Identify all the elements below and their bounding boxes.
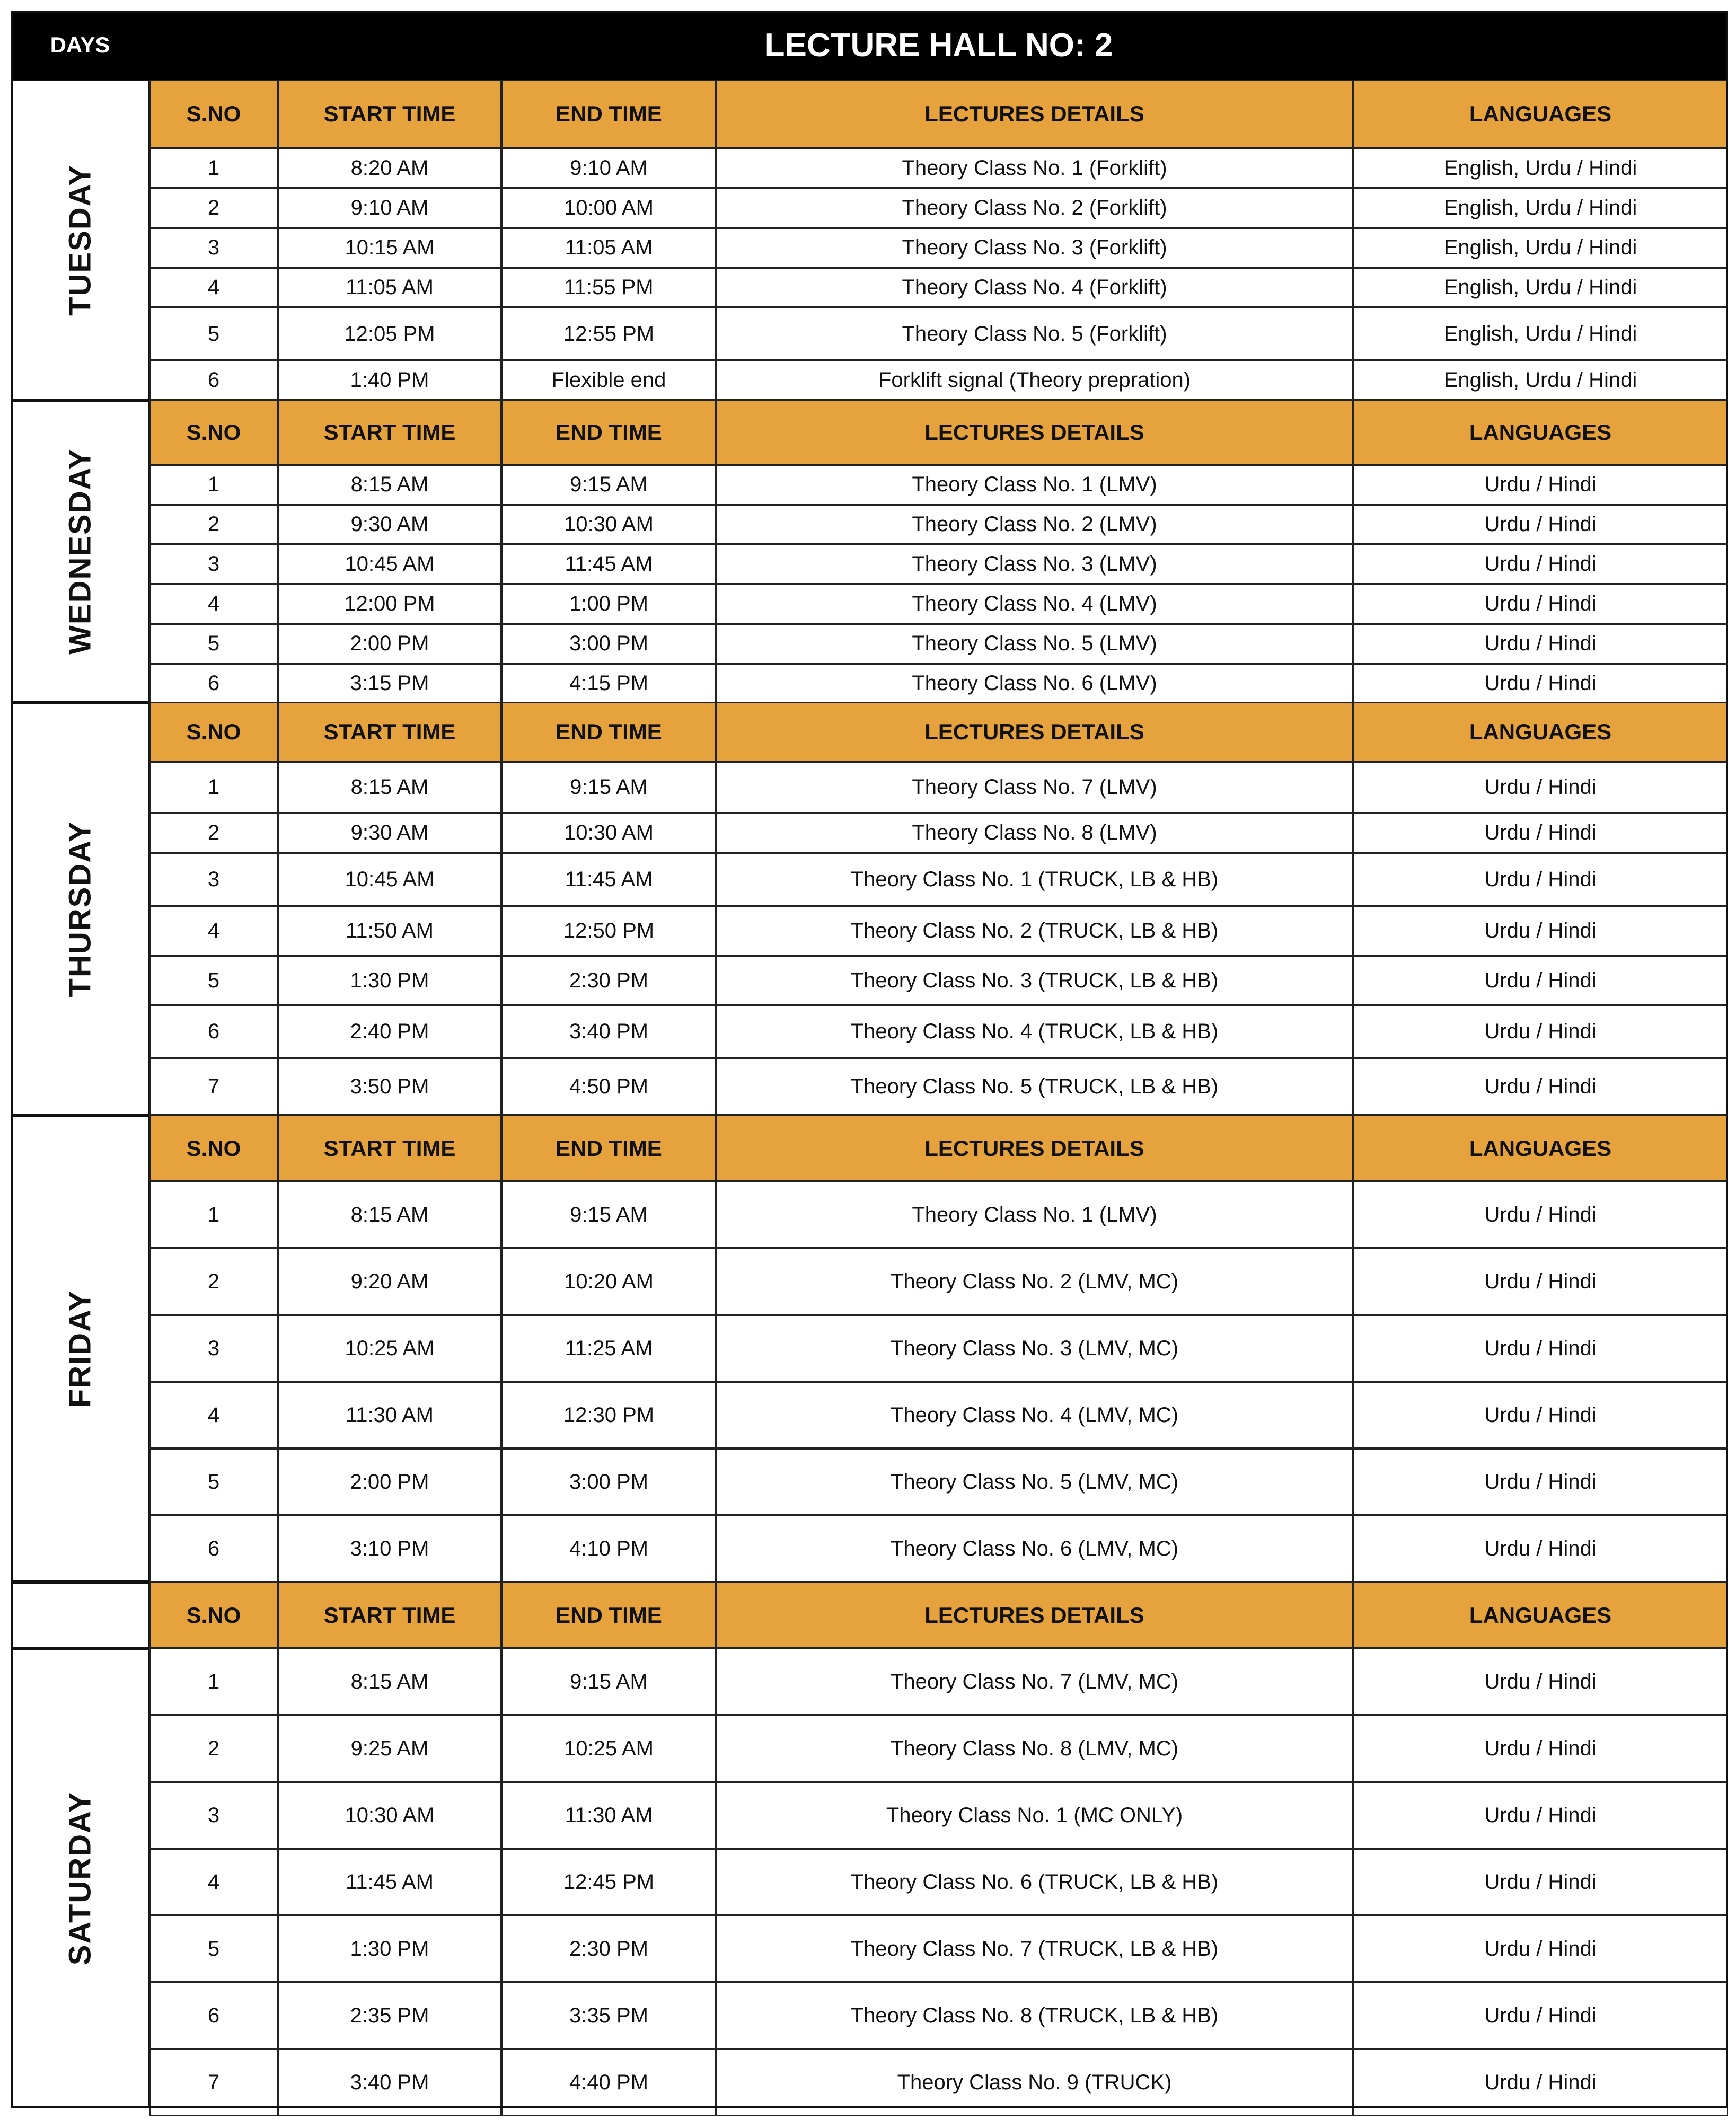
cell-end-time: 10:30 AM bbox=[501, 813, 716, 853]
cell-sno: 2 bbox=[149, 505, 278, 544]
column-header-start-time: START TIME bbox=[278, 702, 501, 762]
cell-start-time: 12:00 PM bbox=[278, 584, 501, 624]
cell-start-time: 12:05 PM bbox=[278, 307, 501, 360]
cell-end-time: 3:00 PM bbox=[501, 624, 716, 664]
cell-end-time: 4:15 PM bbox=[501, 664, 716, 703]
column-header-languages: LANGUAGES bbox=[1353, 400, 1728, 465]
cell-end-time: 10:00 AM bbox=[501, 188, 716, 228]
day-name: FRIDAY bbox=[63, 1289, 98, 1408]
cell-languages: Urdu / Hindi bbox=[1353, 664, 1728, 703]
column-header-languages: LANGUAGES bbox=[1353, 80, 1728, 148]
cell-lecture-details: Theory Class No. 5 (LMV, MC) bbox=[716, 1448, 1353, 1515]
day-name: TUESDAY bbox=[63, 164, 98, 316]
cell-end-time: 12:30 PM bbox=[501, 1382, 716, 1448]
column-header-end-time: END TIME bbox=[501, 400, 716, 465]
cell-sno: 1 bbox=[149, 465, 278, 505]
cell-sno: 3 bbox=[149, 1782, 278, 1849]
cell-sno: 6 bbox=[149, 360, 278, 400]
cell-languages: Urdu / Hindi bbox=[1353, 762, 1728, 813]
cell-sno: 1 bbox=[149, 148, 278, 188]
cell-end-time: 9:15 AM bbox=[501, 1181, 716, 1248]
cell-sno: 5 bbox=[149, 624, 278, 664]
cell-sno: 1 bbox=[149, 1648, 278, 1715]
cell-start-time: 3:50 PM bbox=[278, 1058, 501, 1115]
cell-start-time: 9:30 AM bbox=[278, 505, 501, 544]
cell-lecture-details: Theory Class No. 6 (LMV) bbox=[716, 664, 1353, 703]
cell-languages: English, Urdu / Hindi bbox=[1353, 188, 1728, 228]
cell-sno: 6 bbox=[149, 1005, 278, 1058]
cell-end-time: Flexible end bbox=[501, 360, 716, 400]
column-header-languages: LANGUAGES bbox=[1353, 702, 1728, 762]
cell-start-time: 8:15 AM bbox=[278, 762, 501, 813]
cell-sno: 6 bbox=[149, 664, 278, 703]
day-cell-tuesday bbox=[11, 80, 149, 400]
cell-end-time: 10:20 AM bbox=[501, 1248, 716, 1315]
cell-lecture-details: Theory Class No. 4 (TRUCK, LB & HB) bbox=[716, 1005, 1353, 1058]
cell-languages: Urdu / Hindi bbox=[1353, 813, 1728, 853]
cell-languages: English, Urdu / Hindi bbox=[1353, 360, 1728, 400]
cell-start-time: 2:00 PM bbox=[278, 1448, 501, 1515]
day-cell-thursday bbox=[11, 702, 149, 1115]
column-header-sno: S.NO bbox=[149, 1582, 278, 1648]
cell-languages: Urdu / Hindi bbox=[1353, 505, 1728, 544]
cell-lecture-details: Theory Class No. 3 (LMV) bbox=[716, 544, 1353, 584]
day-name: THURSDAY bbox=[63, 820, 98, 997]
cell-lecture-details: Theory Class No. 1 (LMV) bbox=[716, 465, 1353, 505]
cell-end-time: 12:50 PM bbox=[501, 906, 716, 956]
column-header-sno: S.NO bbox=[149, 80, 278, 148]
cell-lecture-details: Theory Class No. 8 (LMV) bbox=[716, 813, 1353, 853]
cell-end-time: 3:40 PM bbox=[501, 1005, 716, 1058]
cell-lecture-details: Theory Class No. 3 (TRUCK, LB & HB) bbox=[716, 956, 1353, 1005]
cell-end-time: 9:15 AM bbox=[501, 762, 716, 813]
cell-start-time: 8:15 AM bbox=[278, 1181, 501, 1248]
column-header-end-time: END TIME bbox=[501, 1115, 716, 1181]
cell-sno: 4 bbox=[149, 268, 278, 307]
cell-languages: Urdu / Hindi bbox=[1353, 1648, 1728, 1715]
cell-languages: English, Urdu / Hindi bbox=[1353, 228, 1728, 268]
cell-languages: Urdu / Hindi bbox=[1353, 1448, 1728, 1515]
cell-sno: 2 bbox=[149, 188, 278, 228]
column-header-end-time: END TIME bbox=[501, 702, 716, 762]
cell-languages: Urdu / Hindi bbox=[1353, 1248, 1728, 1315]
column-header-start-time: START TIME bbox=[278, 1582, 501, 1648]
cell-sno: 2 bbox=[149, 1715, 278, 1782]
cell-lecture-details: Theory Class No. 7 (TRUCK, LB & HB) bbox=[716, 1915, 1353, 1982]
cell-end-time: 11:45 AM bbox=[501, 853, 716, 906]
cell-sno: 5 bbox=[149, 307, 278, 360]
cell-lecture-details: Theory Class No. 1 (Forklift) bbox=[716, 148, 1353, 188]
cell-sno: 1 bbox=[149, 762, 278, 813]
column-header-start-time: START TIME bbox=[278, 80, 501, 148]
cell-languages: Urdu / Hindi bbox=[1353, 624, 1728, 664]
cell-start-time: 3:40 PM bbox=[278, 2049, 501, 2116]
cell-languages: Urdu / Hindi bbox=[1353, 1515, 1728, 1582]
cell-end-time: 3:35 PM bbox=[501, 1982, 716, 2049]
cell-lecture-details: Theory Class No. 2 (LMV) bbox=[716, 505, 1353, 544]
day-name: WEDNESDAY bbox=[63, 448, 98, 655]
cell-languages: Urdu / Hindi bbox=[1353, 906, 1728, 956]
cell-lecture-details: Theory Class No. 1 (TRUCK, LB & HB) bbox=[716, 853, 1353, 906]
cell-languages: Urdu / Hindi bbox=[1353, 853, 1728, 906]
cell-languages: Urdu / Hindi bbox=[1353, 465, 1728, 505]
days-column-label: DAYS bbox=[50, 32, 110, 57]
cell-sno: 4 bbox=[149, 906, 278, 956]
cell-end-time: 4:10 PM bbox=[501, 1515, 716, 1582]
cell-sno: 1 bbox=[149, 1181, 278, 1248]
cell-end-time: 2:30 PM bbox=[501, 956, 716, 1005]
cell-end-time: 10:25 AM bbox=[501, 1715, 716, 1782]
cell-end-time: 3:00 PM bbox=[501, 1448, 716, 1515]
cell-start-time: 9:10 AM bbox=[278, 188, 501, 228]
cell-lecture-details: Theory Class No. 3 (LMV, MC) bbox=[716, 1315, 1353, 1382]
cell-lecture-details: Theory Class No. 4 (LMV, MC) bbox=[716, 1382, 1353, 1448]
cell-start-time: 10:45 AM bbox=[278, 853, 501, 906]
cell-start-time: 11:45 AM bbox=[278, 1849, 501, 1915]
cell-end-time: 10:30 AM bbox=[501, 505, 716, 544]
cell-lecture-details: Theory Class No. 2 (LMV, MC) bbox=[716, 1248, 1353, 1315]
cell-start-time: 10:15 AM bbox=[278, 228, 501, 268]
cell-languages: English, Urdu / Hindi bbox=[1353, 268, 1728, 307]
cell-start-time: 11:50 AM bbox=[278, 906, 501, 956]
cell-lecture-details: Theory Class No. 4 (Forklift) bbox=[716, 268, 1353, 307]
cell-end-time: 11:55 PM bbox=[501, 268, 716, 307]
cell-lecture-details: Theory Class No. 5 (TRUCK, LB & HB) bbox=[716, 1058, 1353, 1115]
cell-sno: 3 bbox=[149, 544, 278, 584]
column-header-sno: S.NO bbox=[149, 400, 278, 465]
cell-lecture-details: Theory Class No. 3 (Forklift) bbox=[716, 228, 1353, 268]
cell-start-time: 1:30 PM bbox=[278, 1915, 501, 1982]
cell-end-time: 12:45 PM bbox=[501, 1849, 716, 1915]
day-cell-wednesday bbox=[11, 400, 149, 702]
cell-end-time: 4:50 PM bbox=[501, 1058, 716, 1115]
cell-end-time: 9:10 AM bbox=[501, 148, 716, 188]
cell-sno: 7 bbox=[149, 1058, 278, 1115]
cell-lecture-details: Theory Class No. 4 (LMV) bbox=[716, 584, 1353, 624]
column-header-sno: S.NO bbox=[149, 1115, 278, 1181]
cell-lecture-details: Theory Class No. 9 (TRUCK) bbox=[716, 2049, 1353, 2116]
cell-languages: Urdu / Hindi bbox=[1353, 1782, 1728, 1849]
cell-end-time: 11:25 AM bbox=[501, 1315, 716, 1382]
cell-languages: Urdu / Hindi bbox=[1353, 584, 1728, 624]
cell-end-time: 11:05 AM bbox=[501, 228, 716, 268]
column-header-languages: LANGUAGES bbox=[1353, 1115, 1728, 1181]
cell-start-time: 10:25 AM bbox=[278, 1315, 501, 1382]
column-header-lecture-details: LECTURES DETAILS bbox=[716, 1115, 1353, 1181]
day-cell-friday bbox=[11, 1115, 149, 1582]
cell-end-time: 12:55 PM bbox=[501, 307, 716, 360]
cell-start-time: 2:35 PM bbox=[278, 1982, 501, 2049]
cell-sno: 7 bbox=[149, 2049, 278, 2116]
column-header-end-time: END TIME bbox=[501, 1582, 716, 1648]
cell-start-time: 8:20 AM bbox=[278, 148, 501, 188]
column-header-lecture-details: LECTURES DETAILS bbox=[716, 1582, 1353, 1648]
cell-languages: Urdu / Hindi bbox=[1353, 1715, 1728, 1782]
cell-sno: 3 bbox=[149, 228, 278, 268]
cell-lecture-details: Theory Class No. 7 (LMV, MC) bbox=[716, 1648, 1353, 1715]
column-header-lecture-details: LECTURES DETAILS bbox=[716, 80, 1353, 148]
cell-start-time: 2:40 PM bbox=[278, 1005, 501, 1058]
cell-languages: Urdu / Hindi bbox=[1353, 1382, 1728, 1448]
cell-sno: 5 bbox=[149, 956, 278, 1005]
cell-start-time: 3:15 PM bbox=[278, 664, 501, 703]
cell-sno: 3 bbox=[149, 1315, 278, 1382]
cell-languages: English, Urdu / Hindi bbox=[1353, 148, 1728, 188]
cell-lecture-details: Theory Class No. 6 (TRUCK, LB & HB) bbox=[716, 1849, 1353, 1915]
column-header-lecture-details: LECTURES DETAILS bbox=[716, 400, 1353, 465]
cell-start-time: 9:25 AM bbox=[278, 1715, 501, 1782]
cell-sno: 5 bbox=[149, 1448, 278, 1515]
cell-languages: Urdu / Hindi bbox=[1353, 1315, 1728, 1382]
cell-start-time: 1:40 PM bbox=[278, 360, 501, 400]
cell-lecture-details: Theory Class No. 5 (Forklift) bbox=[716, 307, 1353, 360]
cell-start-time: 11:05 AM bbox=[278, 268, 501, 307]
cell-lecture-details: Theory Class No. 1 (MC ONLY) bbox=[716, 1782, 1353, 1849]
day-name: SATURDAY bbox=[63, 1791, 98, 1966]
day-cell-saturday bbox=[11, 1648, 149, 2108]
column-header-start-time: START TIME bbox=[278, 400, 501, 465]
cell-sno: 2 bbox=[149, 813, 278, 853]
cell-lecture-details: Theory Class No. 2 (TRUCK, LB & HB) bbox=[716, 906, 1353, 956]
cell-start-time: 11:30 AM bbox=[278, 1382, 501, 1448]
cell-languages: Urdu / Hindi bbox=[1353, 1849, 1728, 1915]
cell-start-time: 3:10 PM bbox=[278, 1515, 501, 1582]
cell-sno: 6 bbox=[149, 1982, 278, 2049]
cell-lecture-details: Theory Class No. 6 (LMV, MC) bbox=[716, 1515, 1353, 1582]
cell-languages: Urdu / Hindi bbox=[1353, 1005, 1728, 1058]
page-title: LECTURE HALL NO: 2 bbox=[764, 26, 1113, 64]
cell-sno: 4 bbox=[149, 1382, 278, 1448]
cell-sno: 6 bbox=[149, 1515, 278, 1582]
cell-languages: Urdu / Hindi bbox=[1353, 2049, 1728, 2116]
cell-end-time: 9:15 AM bbox=[501, 465, 716, 505]
cell-start-time: 9:20 AM bbox=[278, 1248, 501, 1315]
cell-lecture-details: Theory Class No. 8 (LMV, MC) bbox=[716, 1715, 1353, 1782]
column-header-lecture-details: LECTURES DETAILS bbox=[716, 702, 1353, 762]
cell-sno: 3 bbox=[149, 853, 278, 906]
cell-lecture-details: Theory Class No. 7 (LMV) bbox=[716, 762, 1353, 813]
cell-start-time: 8:15 AM bbox=[278, 465, 501, 505]
cell-lecture-details: Theory Class No. 2 (Forklift) bbox=[716, 188, 1353, 228]
cell-sno: 4 bbox=[149, 1849, 278, 1915]
cell-start-time: 2:00 PM bbox=[278, 624, 501, 664]
cell-start-time: 10:45 AM bbox=[278, 544, 501, 584]
column-header-start-time: START TIME bbox=[278, 1115, 501, 1181]
cell-sno: 4 bbox=[149, 584, 278, 624]
cell-end-time: 1:00 PM bbox=[501, 584, 716, 624]
cell-lecture-details: Forklift signal (Theory prepration) bbox=[716, 360, 1353, 400]
cell-lecture-details: Theory Class No. 8 (TRUCK, LB & HB) bbox=[716, 1982, 1353, 2049]
cell-languages: Urdu / Hindi bbox=[1353, 1982, 1728, 2049]
cell-languages: Urdu / Hindi bbox=[1353, 956, 1728, 1005]
column-header-sno: S.NO bbox=[149, 702, 278, 762]
cell-end-time: 4:40 PM bbox=[501, 2049, 716, 2116]
cell-sno: 2 bbox=[149, 1248, 278, 1315]
cell-end-time: 2:30 PM bbox=[501, 1915, 716, 1982]
cell-languages: English, Urdu / Hindi bbox=[1353, 307, 1728, 360]
cell-end-time: 9:15 AM bbox=[501, 1648, 716, 1715]
cell-lecture-details: Theory Class No. 5 (LMV) bbox=[716, 624, 1353, 664]
cell-languages: Urdu / Hindi bbox=[1353, 1058, 1728, 1115]
cell-lecture-details: Theory Class No. 1 (LMV) bbox=[716, 1181, 1353, 1248]
cell-languages: Urdu / Hindi bbox=[1353, 544, 1728, 584]
column-header-end-time: END TIME bbox=[501, 80, 716, 148]
cell-end-time: 11:30 AM bbox=[501, 1782, 716, 1849]
cell-languages: Urdu / Hindi bbox=[1353, 1915, 1728, 1982]
cell-start-time: 1:30 PM bbox=[278, 956, 501, 1005]
cell-languages: Urdu / Hindi bbox=[1353, 1181, 1728, 1248]
cell-sno: 5 bbox=[149, 1915, 278, 1982]
column-header-languages: LANGUAGES bbox=[1353, 1582, 1728, 1648]
day-cell-spacer bbox=[11, 1582, 149, 1648]
cell-start-time: 9:30 AM bbox=[278, 813, 501, 853]
cell-start-time: 10:30 AM bbox=[278, 1782, 501, 1849]
cell-end-time: 11:45 AM bbox=[501, 544, 716, 584]
cell-start-time: 8:15 AM bbox=[278, 1648, 501, 1715]
